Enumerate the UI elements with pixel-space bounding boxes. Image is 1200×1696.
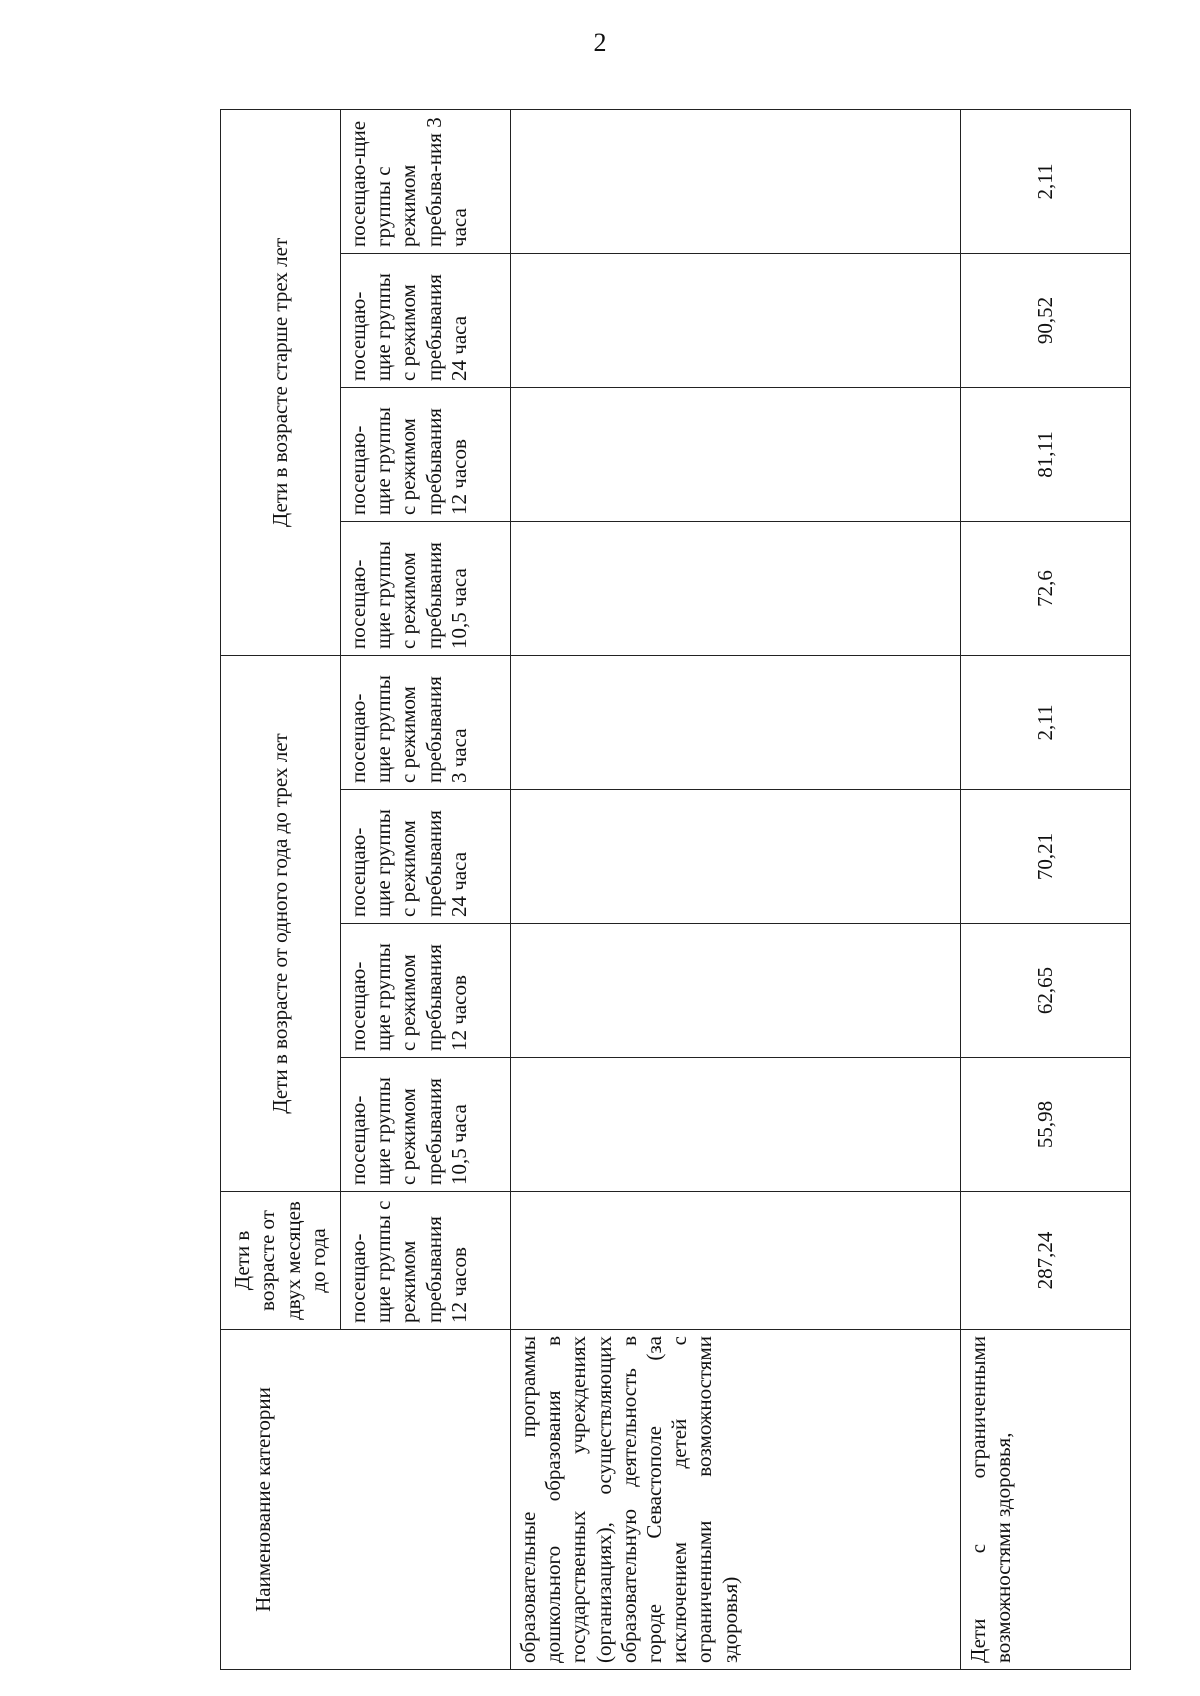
subheader-cell: посещаю-щие группы с режимом пребывания 3 часа — [341, 655, 511, 789]
value-cell — [511, 790, 961, 924]
value-cell: 2,11 — [961, 109, 1131, 253]
value-cell — [511, 1192, 961, 1330]
header-age-1-3: Дети в возрасте от одного года до трех лет — [221, 655, 341, 1191]
tariff-table — [220, 109, 1131, 1670]
row-category: образовательные программы дошкольного образования в государственных учреждениях (организациях), осуществляющих образовательную деятельность в городе Севастополе (за исключением детей с ограниченными возможностями здоровья) — [511, 1330, 961, 1670]
value-cell — [511, 1058, 961, 1192]
subheader-cell: посещаю-щие группы с режимом пребывания 12 часов — [341, 387, 511, 521]
value-cell — [511, 521, 961, 655]
subheader-cell: посещаю-щие группы с режимом пребывания 10,5 часа — [341, 1058, 511, 1192]
table-row — [511, 109, 961, 1669]
value-cell — [511, 924, 961, 1058]
value-cell: 70,21 — [961, 790, 1131, 924]
category-header: Наименование категории — [221, 1330, 511, 1670]
rotated-table-container — [220, 110, 1130, 1670]
value-cell: 55,98 — [961, 1058, 1131, 1192]
value-cell — [511, 253, 961, 387]
value-cell: 90,52 — [961, 253, 1131, 387]
header-row-top — [221, 109, 341, 1669]
header-age-3plus: Дети в возрасте старше трех лет — [221, 109, 341, 655]
value-cell — [511, 655, 961, 789]
value-cell — [511, 109, 961, 253]
subheader-cell: посещаю-щие группы с режимом пребывания 24 часа — [341, 790, 511, 924]
subheader-cell: посещаю-щие группы с режимом пребывания 12 часов — [341, 924, 511, 1058]
subheader-cell: посещаю-щие группы с режимом пребыва-ния 3 часа — [341, 109, 511, 253]
row-category: Дети с ограниченными возможностями здоровья, — [961, 1330, 1131, 1670]
header-age-2m-1y: Дети в возрасте от двух месяцев до года — [221, 1192, 341, 1330]
value-cell: 62,65 — [961, 924, 1131, 1058]
subheader-cell: посещаю-щие группы с режимом пребывания 12 часов — [341, 1192, 511, 1330]
subheader-cell: посещаю-щие группы с режимом пребывания 10,5 часа — [341, 521, 511, 655]
subheader-cell: посещаю-щие группы с режимом пребывания 24 часа — [341, 253, 511, 387]
value-cell: 81,11 — [961, 387, 1131, 521]
value-cell: 2,11 — [961, 655, 1131, 789]
table-row — [961, 109, 1131, 1669]
value-cell: 287,24 — [961, 1192, 1131, 1330]
page-number: 2 — [593, 28, 607, 57]
value-cell: 72,6 — [961, 521, 1131, 655]
value-cell — [511, 387, 961, 521]
